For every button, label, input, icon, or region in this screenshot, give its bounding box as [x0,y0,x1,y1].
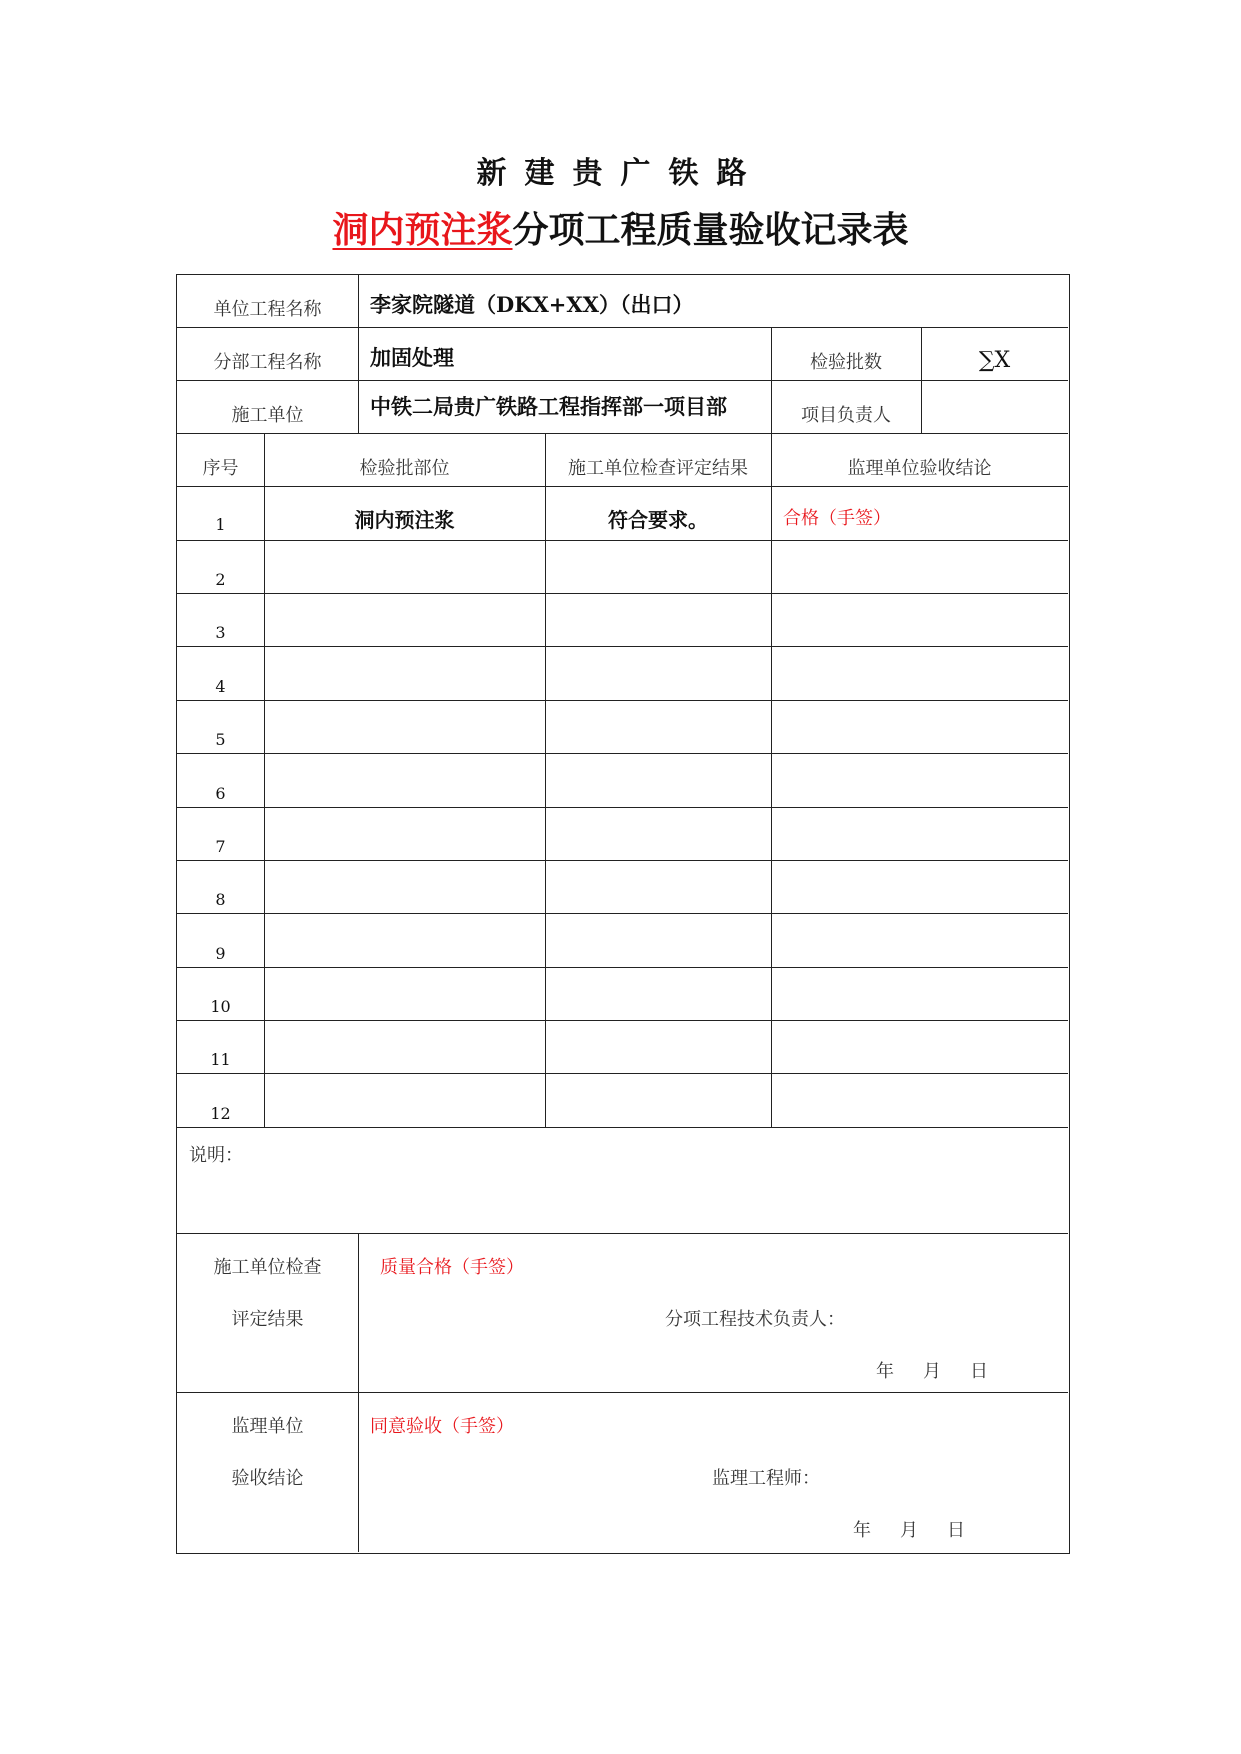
contractor-eval-content: 质量合格（手签） [380,1257,524,1278]
contractor-eval-signer: 分项工程技术负责人： [665,1309,845,1330]
col-header-conclusion: 监理单位验收结论 [847,458,992,479]
row-no: 8 [215,890,226,909]
form-title [0,202,1241,253]
supervisor-eval-label-2: 验收结论 [231,1468,304,1489]
contractor-value: 中铁二局贵广铁路工程指挥部一项目部 [370,394,727,419]
row-no: 12 [210,1104,231,1123]
batch-count-value: ∑X [978,348,1011,373]
row-part: 洞内预注浆 [354,508,455,532]
acceptance-record-table [176,274,1070,1554]
supervisor-eval-signer: 监理工程师： [712,1468,820,1489]
supervisor-eval-label-1: 监理单位 [231,1416,304,1437]
batch-count-label: 检验批数 [810,352,882,373]
supervisor-eval-content: 同意验收（手签） [370,1416,514,1437]
contractor-eval-year: 年 [876,1361,894,1382]
col-header-no: 序号 [202,458,239,479]
contractor-eval-label-1: 施工单位检查 [213,1257,322,1278]
supervisor-eval-month: 月 [900,1520,918,1541]
contractor-label: 施工单位 [231,405,304,426]
project-manager-value [921,380,1068,433]
col-header-result: 施工单位检查评定结果 [568,458,748,479]
notes-label: 说明： [189,1145,243,1166]
contractor-eval-month: 月 [923,1361,941,1382]
form-title-rest: 分项工程质量验收记录表 [512,209,909,251]
supervisor-eval-day: 日 [947,1520,965,1541]
row-result: 符合要求。 [608,508,708,532]
row-no: 5 [215,730,226,749]
sub-project-value: 加固处理 [370,345,454,370]
supervisor-eval-year: 年 [853,1520,871,1541]
sub-project-label: 分部工程名称 [213,352,322,373]
contractor-eval-label-2: 评定结果 [231,1309,304,1330]
row-conclusion: 合格（手签） [783,508,891,529]
form-title-item: 洞内预注浆 [332,209,513,251]
row-no: 3 [215,623,226,642]
row-no: 4 [215,677,226,696]
unit-project-label: 单位工程名称 [213,299,322,320]
row-no: 7 [215,837,226,856]
row-no: 9 [215,944,226,963]
row-no: 11 [210,1050,231,1069]
document-title: 新建贵广铁路 [476,156,765,191]
row-no: 1 [215,515,226,534]
row-no: 10 [210,997,231,1016]
unit-project-value: 李家院隧道（DKX+XX）（出口） [370,292,694,317]
col-header-part: 检验批部位 [359,458,450,479]
contractor-eval-day: 日 [970,1361,988,1382]
row-no: 2 [215,570,226,589]
project-manager-label: 项目负责人 [801,405,891,426]
row-no: 6 [215,784,226,803]
